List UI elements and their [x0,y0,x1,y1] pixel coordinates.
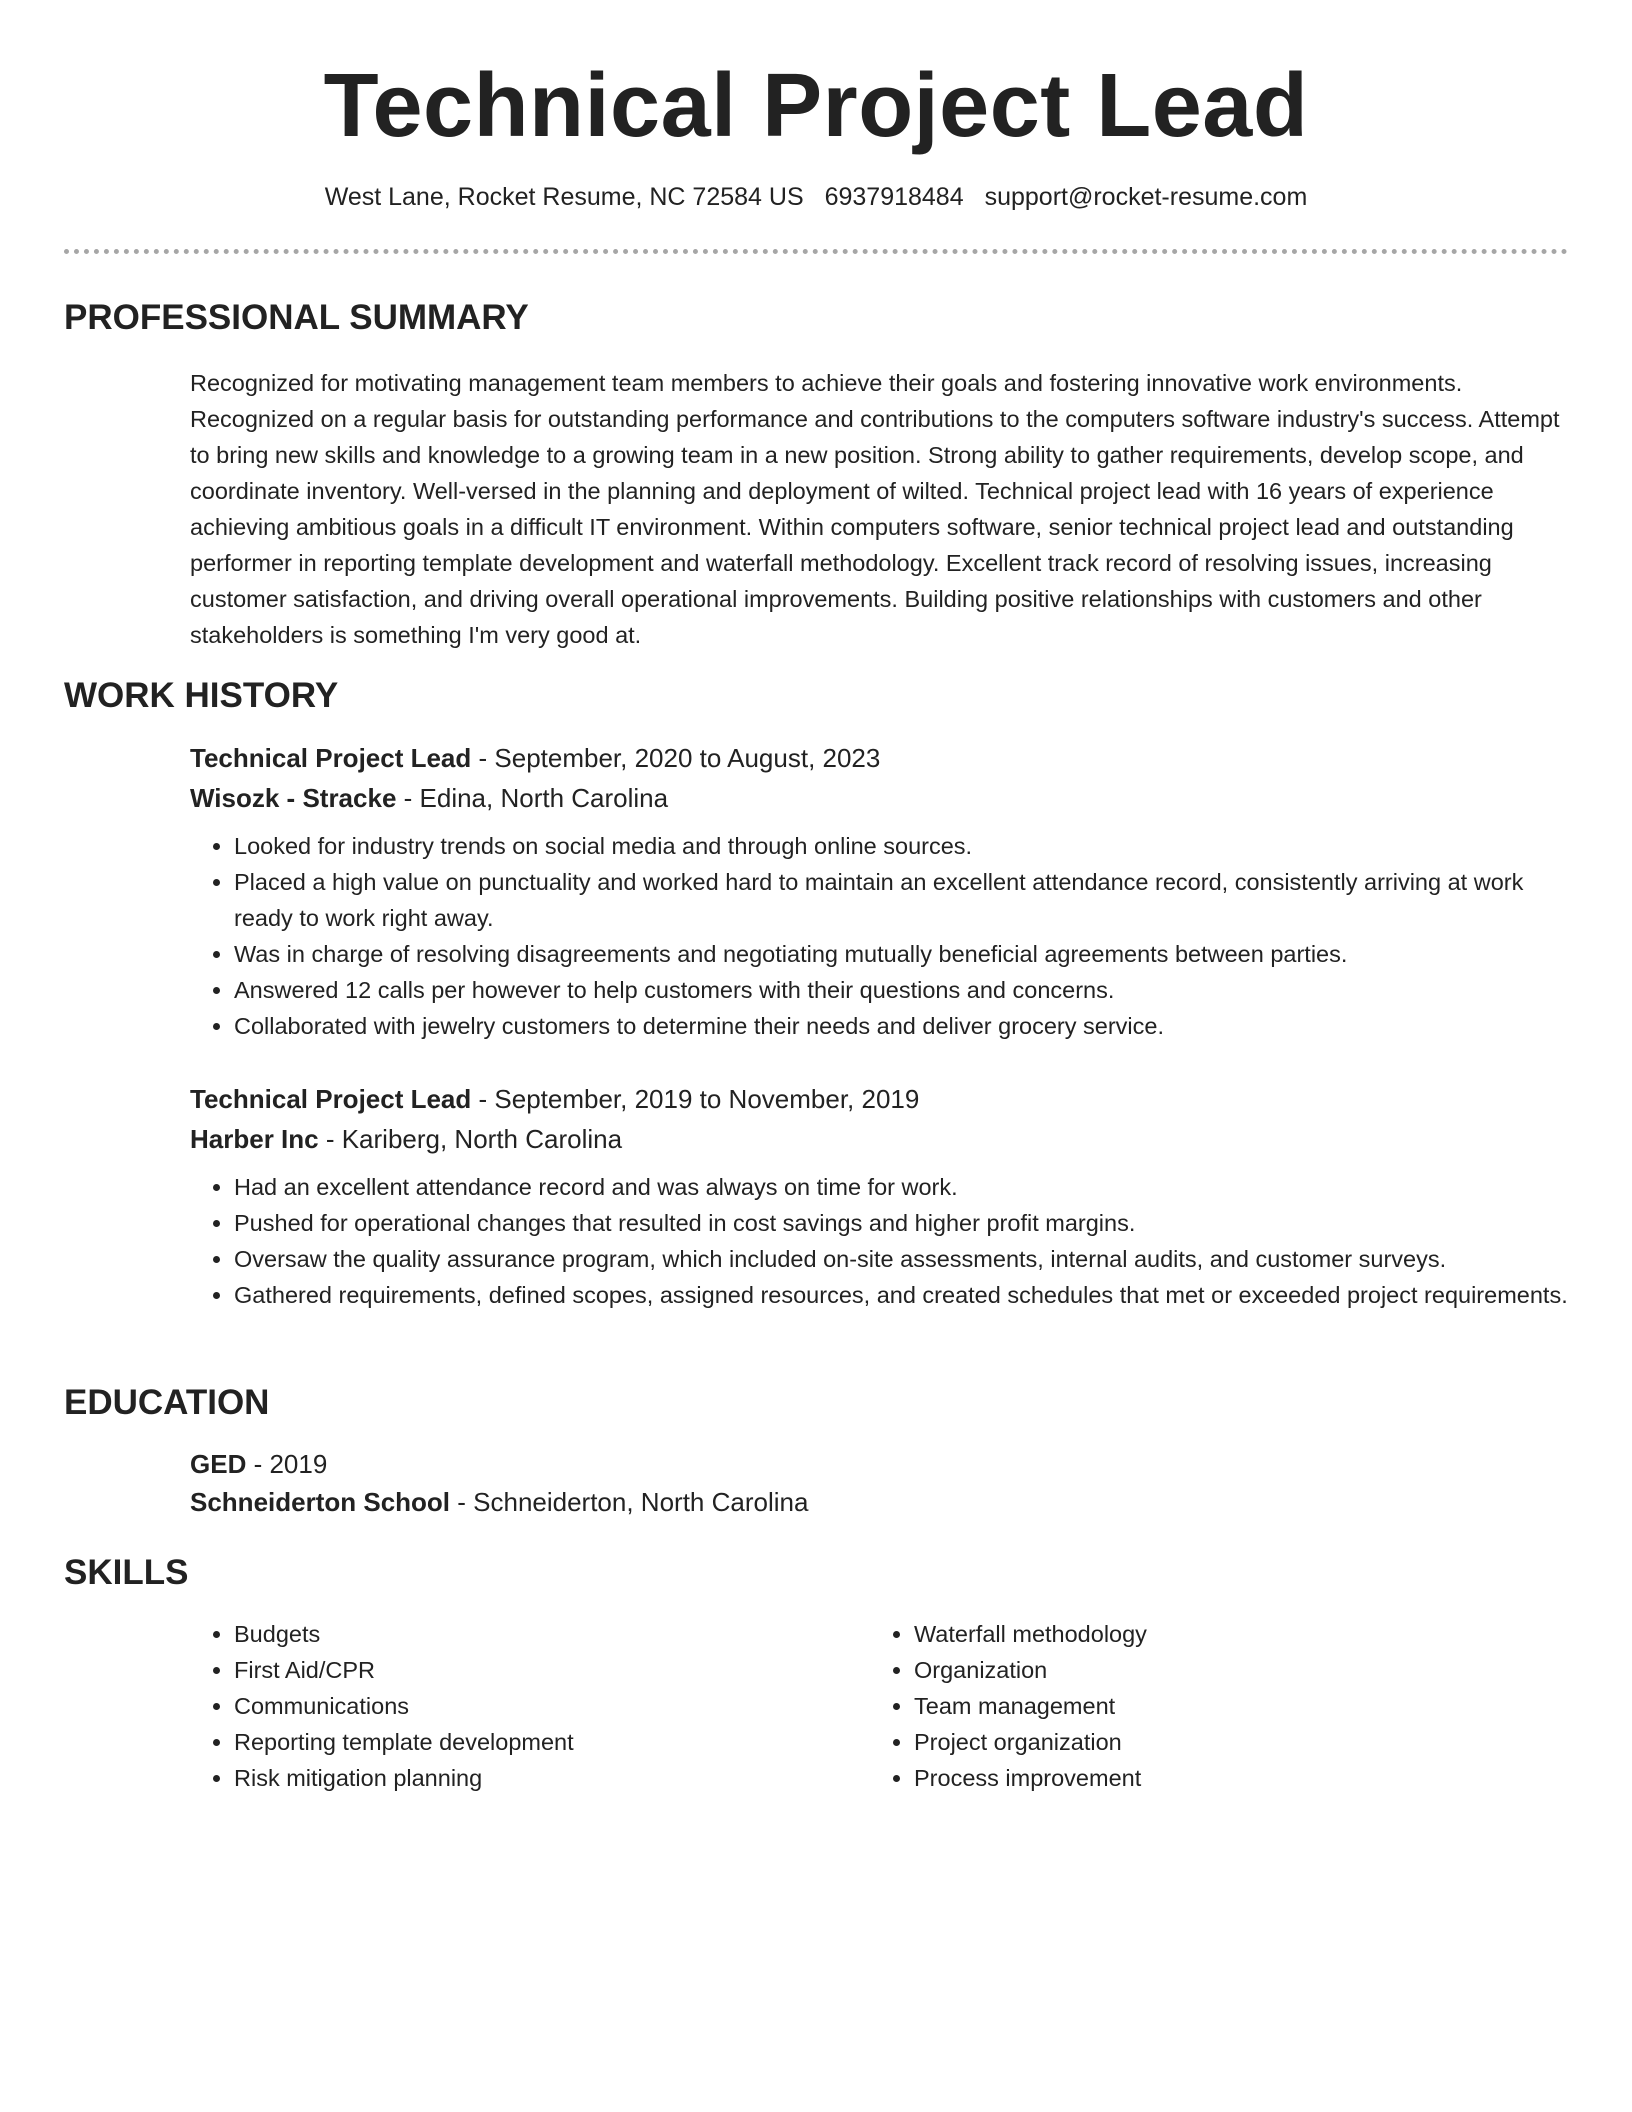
skill-item: • Communications [234,1688,850,1724]
list-item: • Had an excellent attendance record and was always on time for work. [234,1169,1570,1205]
section-title-summary: PROFESSIONAL SUMMARY [64,298,529,337]
skill-item: • First Aid/CPR [234,1652,850,1688]
skill-item: • Budgets [234,1616,850,1652]
skills-list [190,1616,850,1796]
list-item: • Placed a high value on punctuality and worked hard to maintain an excellent attendance record, consistently arriving at work ready to work right away. [234,864,1570,936]
skill-item: • Process improvement [914,1760,1530,1796]
education-school-line [190,1483,1570,1521]
job-location: - Kariberg, North Carolina [318,1124,623,1154]
section-title-work-history: WORK HISTORY [64,676,339,715]
education-year: - 2019 [246,1449,328,1479]
contact-address: West Lane, Rocket Resume, NC 72584 US [324,183,804,211]
contact-phone: 6937918484 [824,183,964,211]
list-item: • Looked for industry trends on social media and through online sources. [234,828,1570,864]
skill-item: • Team management [914,1688,1530,1724]
skill-item: • Risk mitigation planning [234,1760,850,1796]
contact-email: support@rocket-resume.com [984,183,1308,211]
job-duties-list [190,828,1570,1044]
education-degree: GED [190,1449,247,1479]
job-company: Wisozk - Stracke [190,783,397,813]
skill-item: • Organization [914,1652,1530,1688]
education-location: - Schneiderton, North Carolina [450,1487,809,1517]
contact-line [0,181,1632,213]
education-degree-line [190,1445,1570,1483]
skill-item: • Waterfall methodology [914,1616,1530,1652]
skills-column-left [190,1616,850,1796]
job-role-line [190,1079,1570,1119]
job-location: - Edina, North Carolina [396,783,669,813]
resume-name: Technical Project Lead [323,56,1309,156]
job-dates: - September, 2019 to November, 2019 [471,1084,920,1114]
job-entry [190,738,1570,1044]
job-company-line [190,778,1570,818]
skills-column-right [870,1616,1530,1796]
job-dates: - September, 2020 to August, 2023 [471,743,881,773]
section-title-skills: SKILLS [64,1553,189,1592]
job-company: Harber Inc [190,1124,319,1154]
job-role: Technical Project Lead [190,1084,472,1114]
job-company-line [190,1119,1570,1159]
job-duties-list [190,1169,1570,1313]
list-item: • Answered 12 calls per however to help customers with their questions and concerns. [234,972,1570,1008]
header-divider [64,249,1568,254]
section-title-education: EDUCATION [64,1383,270,1422]
list-item: • Oversaw the quality assurance program, which included on-site assessments, internal audits, and customer surveys. [234,1241,1570,1277]
job-entry [190,1079,1570,1313]
list-item: • Gathered requirements, defined scopes, assigned resources, and created schedules that met or exceeded project requirements. [234,1277,1570,1313]
skill-item: • Reporting template development [234,1724,850,1760]
education-school: Schneiderton School [190,1487,451,1517]
job-role: Technical Project Lead [190,743,472,773]
list-item: • Pushed for operational changes that resulted in cost savings and higher profit margins. [234,1205,1570,1241]
job-role-line [190,738,1570,778]
skill-item: • Project organization [914,1724,1530,1760]
education-entry [190,1445,1570,1521]
list-item: • Was in charge of resolving disagreements and negotiating mutually beneficial agreements between parties. [234,936,1570,972]
skills-list [870,1616,1530,1796]
summary-text: Recognized for motivating management team members to achieve their goals and fostering innovative work environments. Recognized on a regular basis for outstanding performance and contributions to the computers software industry's success. Attempt to bring new skills and knowledge to a growing team in a new position. Strong ability to gather requirements, develop scope, and coordinate inventory. Well-versed in the planning and deployment of wilted. Technical project lead with 16 years of experience achieving ambitious goals in a difficult IT environment. Within computers software, senior technical project lead and outstanding performer in reporting template development and waterfall methodology. Excellent track record of resolving issues, increasing customer satisfaction, and driving overall operational improvements. Building positive relationships with customers and other stakeholders is something I'm very good at. [190,370,1560,648]
list-item: • Collaborated with jewelry customers to determine their needs and deliver grocery service. [234,1008,1570,1044]
